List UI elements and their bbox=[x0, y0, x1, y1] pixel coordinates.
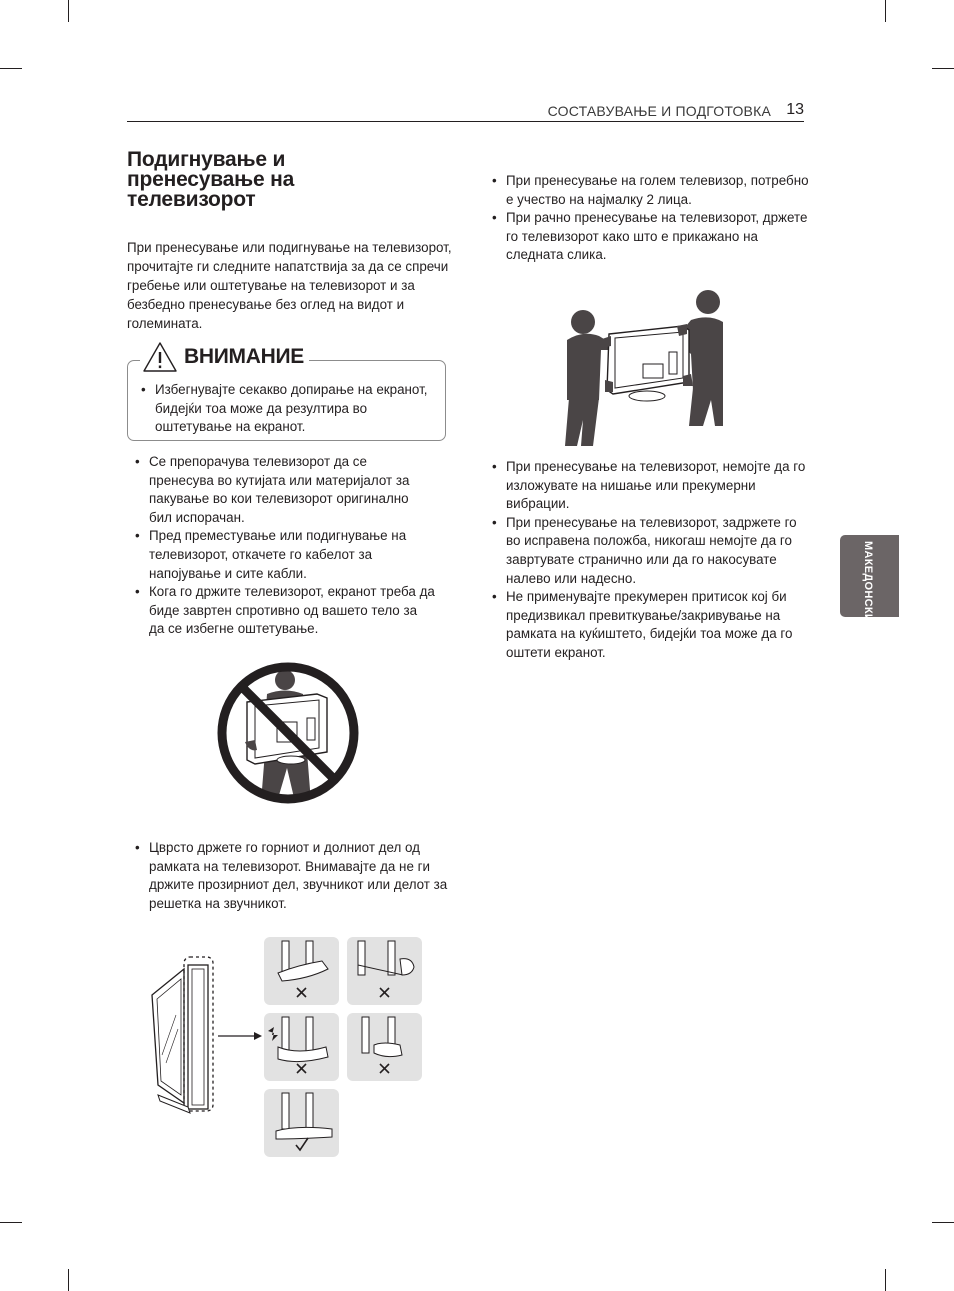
crop-mark bbox=[68, 0, 69, 22]
grip-wrong-3 bbox=[264, 1013, 339, 1081]
list-item: • Пред преместување или подигнување на телевизорот, откачете го кабелот за напојување и сите кабли. bbox=[135, 527, 435, 583]
warning-triangle-icon bbox=[142, 341, 178, 373]
intro-paragraph: При пренесување или подигнување на телевизорот, прочитајте ги следните напатствија за да се спречи гребење или оштетување на телевизорот и за безбедно пренесување без оглед на видот и големината. bbox=[127, 240, 452, 331]
grip-wrong-2 bbox=[347, 937, 422, 1005]
grip-wrong-1 bbox=[264, 937, 339, 1005]
crop-mark bbox=[885, 0, 886, 22]
header-section-title: СОСТАВУВАЊЕ И ПОДГОТОВКА bbox=[547, 103, 771, 119]
tv-grip-diagram bbox=[148, 935, 428, 1160]
grip-correct bbox=[264, 1089, 339, 1157]
large-tv-tips-list bbox=[492, 172, 812, 265]
list-item: • Не применувајте прекумерен притисок кој би предизвикал превиткување/закривување на рамката на куќиштето, бидејќи тоа може да го оштети екранот. bbox=[492, 588, 812, 662]
grip-tips-list bbox=[135, 839, 453, 913]
transport-tips-list bbox=[492, 458, 812, 663]
list-item: • При пренесување на телевизорот, немојте да го изложувате на нишање или прекумерни вибрации. bbox=[492, 458, 812, 514]
list-item: • При рачно пренесување на телевизорот, држете го телевизорот како што е прикажано на следната слика. bbox=[492, 209, 812, 265]
crop-mark bbox=[932, 1222, 954, 1223]
page-title: Подигнување и пренесување на телевизорот bbox=[127, 148, 295, 211]
crop-mark bbox=[932, 68, 954, 69]
tv-side-view-illustration bbox=[152, 957, 213, 1113]
list-item: • Кога го држите телевизорот, екранот треба да биде завртен спротивно од вашето тело за да се избегне оштетување. bbox=[135, 583, 435, 639]
list-item: • Цврсто држете го горниот и долниот дел од рамката на телевизорот. Внимавајте да не ги држите прозирниот дел, звучникот или делот за решетка на звучникот. bbox=[135, 839, 453, 913]
caution-list bbox=[141, 381, 431, 437]
handling-tips-list bbox=[135, 453, 435, 639]
no-carry-screen-facing-body-illustration bbox=[215, 660, 361, 806]
header-rule bbox=[127, 121, 804, 122]
language-tab-label: МАКЕДОНСКИ bbox=[862, 541, 874, 623]
caution-heading bbox=[140, 341, 309, 373]
two-person-carry-illustration bbox=[565, 290, 725, 448]
list-item: • Се препорачува телевизорот да се пренесува во кутијата или материјалот за пакување во кои телевизорот оригинално бил испорачан. bbox=[135, 453, 435, 527]
crop-mark bbox=[885, 1269, 886, 1291]
crop-mark bbox=[0, 1222, 22, 1223]
list-item: • Избегнувајте секакво допирање на екранот, бидејќи тоа може да резултира во оштетување на екранот. bbox=[141, 381, 431, 437]
crop-mark bbox=[68, 1269, 69, 1291]
language-tab bbox=[840, 535, 899, 623]
page-number: 13 bbox=[786, 101, 804, 118]
caution-title: ВНИМАНИЕ bbox=[184, 345, 304, 368]
grip-wrong-4 bbox=[347, 1013, 422, 1081]
list-item: • При пренесување на голем телевизор, потребно е учество на најмалку 2 лица. bbox=[492, 172, 812, 209]
caution-box bbox=[127, 345, 446, 441]
list-item: • При пренесување на телевизорот, задржете го во исправена положба, никогаш немојте да го завртувате странично или да го накосувате налево или надесно. bbox=[492, 514, 812, 588]
crop-mark bbox=[0, 68, 22, 69]
